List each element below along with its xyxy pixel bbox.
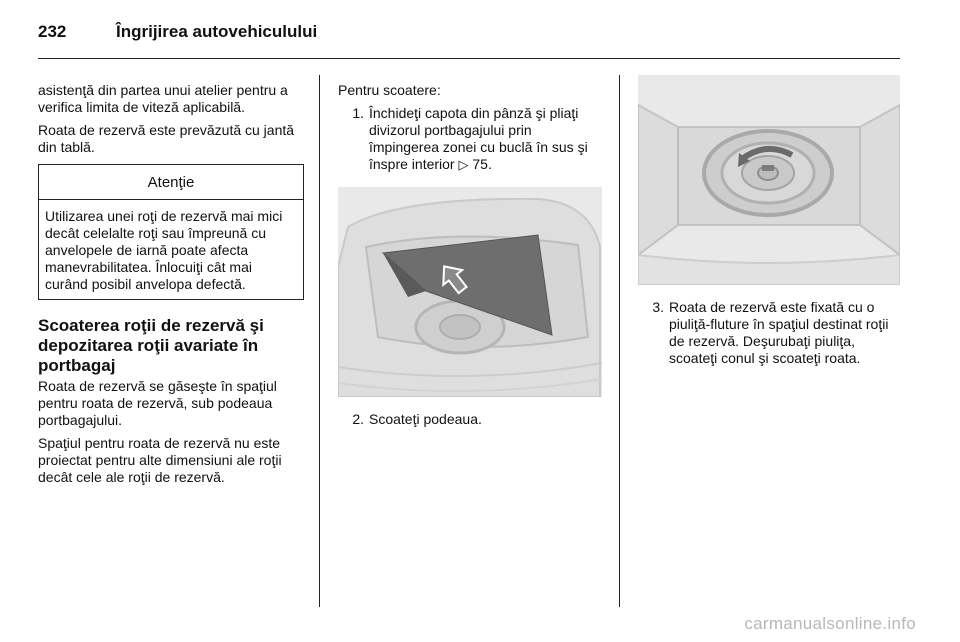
step-number: 3.: [652, 299, 664, 315]
column-right: [638, 82, 904, 367]
step-text: Roata de rezervă este fixată cu o piuliţă-fluture în spaţiul destinat roţii de rezervă. Deşurubaţi piuliţa, scoateţi conul şi scoateţi roata.: [669, 299, 889, 366]
paragraph: Roata de rezervă se găseşte în spaţiul pentru roata de rezervă, sub podeaua portbagajului.: [38, 378, 277, 428]
list-item: [338, 105, 604, 173]
page-header: [38, 22, 317, 52]
spare-wheel-illustration: [638, 75, 900, 285]
paragraph: asistenţă din partea unui atelier pentru a verifica limita de viteză aplicabilă.: [38, 82, 288, 115]
header-divider: [38, 58, 900, 59]
paragraph: Spaţiul pentru roata de rezervă nu este proiectat pentru alte dimensiuni ale roţii decât cele ale roţii de rezervă.: [38, 435, 282, 485]
page-reference: 75.: [472, 156, 492, 172]
step-text: Scoateţi podeaua.: [369, 411, 482, 427]
step-number: 2.: [352, 411, 364, 427]
step-text-content: Închideţi capota din pânză şi pliaţi divizorul portbagajului prin împingerea zonei cu buclă în sus şi înspre interior: [369, 105, 588, 172]
column-left: [38, 82, 304, 492]
list-item: [338, 411, 604, 428]
trunk-floor-illustration: [338, 187, 602, 397]
column-middle: [338, 82, 604, 428]
warning-text: Utilizarea unei roţi de rezervă mai mici decât celelalte roţi sau împreună cu anvelopele de iarnă poate afecta manevrabilitatea. Înlocuiţi cât mai curând posibil anvelopa defectă.: [45, 208, 283, 292]
step-text: [369, 105, 604, 173]
page-number: 232: [38, 22, 67, 41]
list-item: [638, 299, 904, 367]
warning-box: [38, 164, 304, 300]
warning-title: Atenţie: [39, 165, 303, 200]
paragraph: Roata de rezervă este prevăzută cu jantă din tablă.: [38, 122, 295, 155]
step-number: 1.: [352, 105, 364, 121]
steps-intro: Pentru scoatere:: [338, 82, 441, 98]
page-title: Îngrijirea autovehiculului: [116, 22, 318, 41]
arrow-reference-icon: ▷: [458, 157, 469, 172]
column-divider: [619, 75, 620, 607]
watermark: carmanualsonline.info: [744, 614, 916, 633]
column-divider: [319, 75, 320, 607]
section-heading: Scoaterea roţii de rezervă şi depozitarea roţii avariate în portbagaj: [38, 316, 264, 375]
